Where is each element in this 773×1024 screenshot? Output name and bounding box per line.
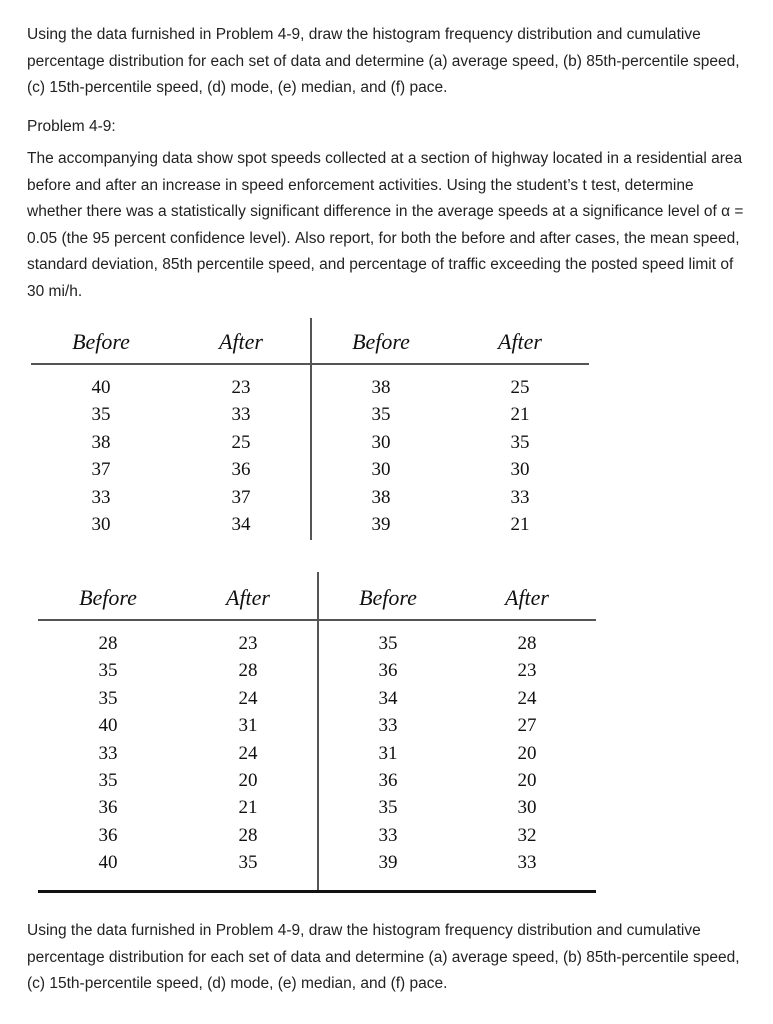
table-cell: 21 — [238, 797, 258, 819]
bottom-rule — [38, 890, 596, 893]
problem-4-9-description: The accompanying data show spot speeds collected at a section of highway located in a residential area before and after an increase in speed enforcement activities. Using the student’s t test, determine whether there was a statistically significant difference in the average speeds at a significance level of α = 0.05 (the 95 percent confidence level). Also report, for both the before and after cases, the mean speed, standard deviation, 85th percentile speed, and percentage of traffic exceeding the posted speed limit of 30 mi/h. — [27, 150, 744, 300]
column-header: After — [226, 585, 270, 610]
table-cell: 23 — [231, 377, 251, 398]
table-cell: 25 — [231, 431, 251, 453]
table-cell: 30 — [371, 459, 391, 481]
table-cell: 28 — [238, 660, 258, 682]
table-cell: 21 — [510, 404, 530, 426]
table-cell: 35 — [378, 797, 398, 819]
column-header: Before — [79, 585, 137, 610]
table-cell: 28 — [517, 633, 537, 654]
column-header: Before — [352, 329, 410, 354]
table-cell: 36 — [98, 797, 118, 819]
table-cell: 36 — [378, 769, 398, 791]
table-cell: 27 — [517, 715, 537, 737]
table-cell: 35 — [98, 687, 118, 709]
table-cell: 20 — [517, 769, 537, 791]
table-column — [333, 630, 443, 877]
table-column — [193, 630, 303, 877]
table-cell: 33 — [98, 742, 118, 764]
table-cell: 33 — [91, 486, 111, 508]
table-cell: 30 — [371, 431, 391, 453]
table-cell: 35 — [510, 431, 530, 453]
table-cell: 28 — [238, 824, 258, 846]
table-cell: 20 — [517, 742, 537, 764]
problem-reference-label: Problem 4-9: — [27, 118, 116, 135]
table-cell: 23 — [238, 633, 258, 654]
table-cell: 20 — [238, 769, 258, 791]
table-cell: 37 — [91, 459, 111, 481]
table-cell: 24 — [238, 742, 258, 764]
table-cell: 30 — [510, 459, 530, 481]
column-header: After — [505, 585, 549, 610]
table-cell: 39 — [371, 513, 391, 535]
column-header: After — [219, 329, 263, 354]
table-cell: 25 — [510, 377, 530, 398]
table-cell: 24 — [517, 687, 537, 709]
table-cell: 33 — [378, 824, 398, 846]
table-cell: 30 — [91, 513, 111, 535]
table-cell: 33 — [510, 486, 530, 508]
table-cell: 39 — [378, 852, 398, 874]
column-header: Before — [72, 329, 130, 354]
column-header: After — [498, 329, 542, 354]
table-cell: 31 — [238, 715, 258, 737]
table-cell: 32 — [517, 824, 537, 846]
table-cell: 40 — [91, 377, 111, 398]
column-header: Before — [359, 585, 417, 610]
table-cell: 36 — [378, 660, 398, 682]
table-cell: 24 — [238, 687, 258, 709]
column-divider — [317, 572, 319, 892]
table-cell: 35 — [378, 633, 398, 654]
table-cell: 35 — [98, 769, 118, 791]
table-cell: 40 — [98, 852, 118, 874]
table-cell: 36 — [98, 824, 118, 846]
table-cell: 38 — [91, 431, 111, 453]
table-cell: 35 — [91, 404, 111, 426]
table-cell: 33 — [231, 404, 251, 426]
table-cell: 31 — [378, 742, 398, 764]
problem-statement-repeat: Using the data furnished in Problem 4-9, draw the histogram frequency distribution and cumulative percentage distribution for each set of data and determine (a) average speed, (b) 85th-percentile speed, (c) 15th-percentile speed, (d) mode, (e) median, and (f) pace. — [27, 922, 740, 992]
problem-statement: Using the data furnished in Problem 4-9, draw the histogram frequency distribution and cumulative percentage distribution for each set of data and determine (a) average speed, (b) 85th-percentile speed, (c) 15th-percentile speed, (d) mode, (e) median, and (f) pace. — [27, 26, 740, 96]
table-cell: 28 — [98, 633, 118, 654]
table-cell: 35 — [238, 852, 258, 874]
table-cell: 38 — [371, 486, 391, 508]
table-cell: 33 — [378, 715, 398, 737]
table-column — [472, 630, 582, 877]
table-cell: 35 — [371, 404, 391, 426]
table-cell: 21 — [510, 513, 530, 535]
table-cell: 35 — [98, 660, 118, 682]
table-cell: 38 — [371, 377, 391, 398]
table-cell: 40 — [98, 715, 118, 737]
table-cell: 34 — [231, 513, 251, 535]
table-cell: 23 — [517, 660, 537, 682]
table-cell: 36 — [231, 459, 251, 481]
table-cell: 34 — [378, 687, 398, 709]
table-column — [53, 630, 163, 877]
table-cell: 33 — [517, 852, 537, 874]
table-cell: 37 — [231, 486, 251, 508]
table-cell: 30 — [517, 797, 537, 819]
